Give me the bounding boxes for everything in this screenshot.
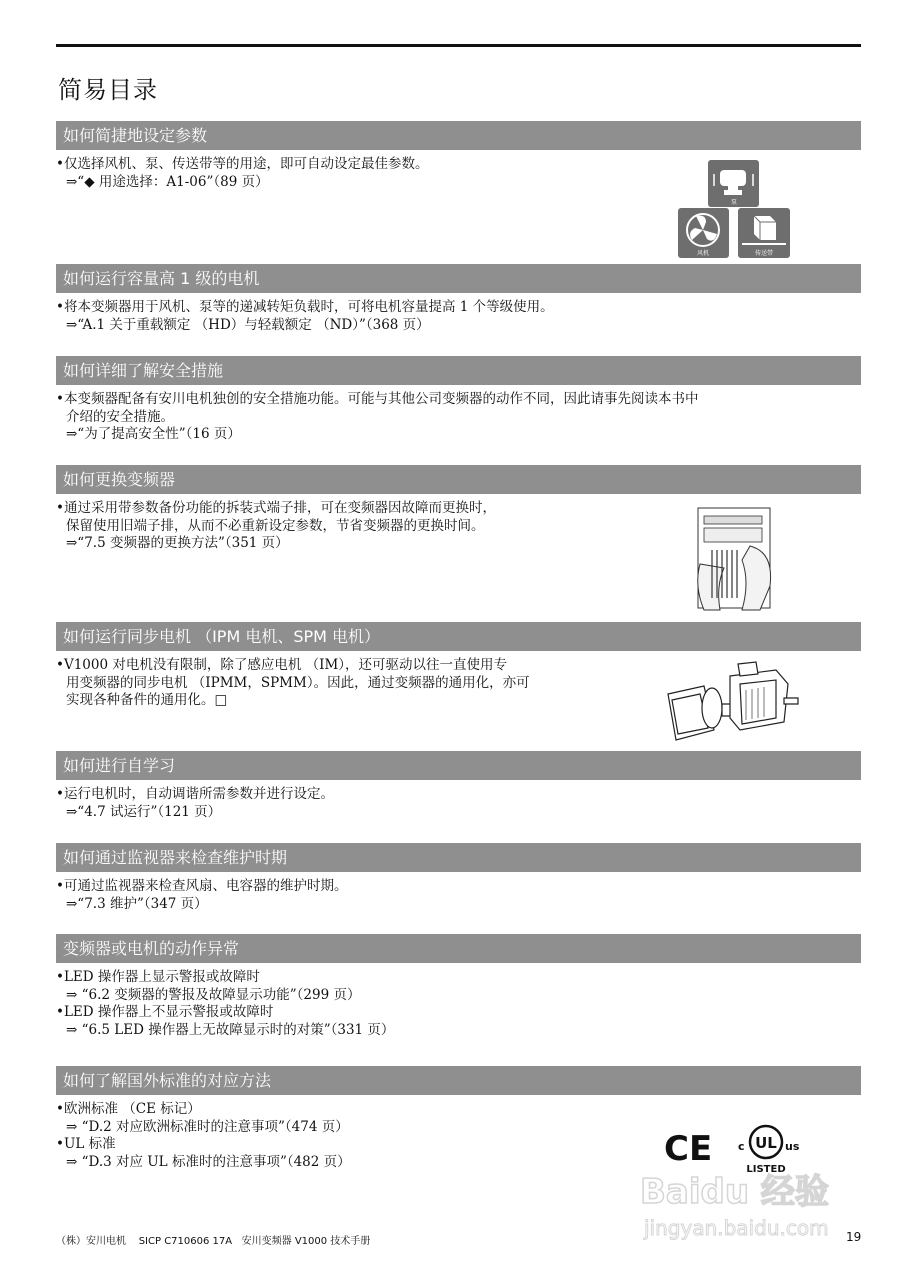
bullet-line-cont: 用变频器的同步电机 （IPMM，SPMM）。因此，通过变频器的通用化，亦可 bbox=[66, 674, 530, 691]
application-icons bbox=[678, 160, 790, 258]
section-header: 如何了解国外标准的对应方法 bbox=[56, 1066, 861, 1095]
section-header: 如何更换变频器 bbox=[56, 465, 861, 494]
reference-link[interactable]: ⇒“◆ 用途选择：A1-06”（89 页） bbox=[66, 173, 269, 190]
ul-listed-text: LISTED bbox=[746, 1164, 786, 1175]
bullet-line-cont: 实现各种备件的通用化。□ bbox=[66, 692, 228, 708]
bullet-line: •运行电机时，自动调谐所需参数并进行设定。 bbox=[56, 786, 334, 802]
watermark-brand: Baidu 经验 bbox=[640, 1172, 829, 1212]
watermark-url: jingyan.baidu.com bbox=[644, 1216, 829, 1240]
reference-link[interactable]: ⇒“4.7 试运行”（121 页） bbox=[66, 803, 222, 820]
ul-us-text: us bbox=[785, 1140, 800, 1153]
page-number: 19 bbox=[846, 1230, 862, 1244]
page-title: 简易目录 bbox=[58, 76, 158, 104]
motor-illustration bbox=[664, 660, 804, 750]
ce-mark-icon: CE bbox=[664, 1129, 713, 1169]
terminal-board-svg bbox=[690, 506, 780, 614]
bullet-line: •V1000 对电机没有限制，除了感应电机 （IM），还可驱动以往一直使用专 bbox=[56, 657, 508, 673]
section-body bbox=[56, 780, 861, 821]
application-icons-svg bbox=[678, 160, 790, 258]
bullet-line: •通过采用带参数备份功能的拆装式端子排，可在变频器因故障而更换时， bbox=[56, 500, 496, 516]
section-body bbox=[56, 963, 861, 1039]
terminal-board-illustration bbox=[690, 506, 780, 614]
baidu-watermark bbox=[640, 1165, 870, 1245]
section-body bbox=[56, 293, 861, 334]
bullet-line: •可通过监视器来检查风扇、电容器的维护时期。 bbox=[56, 878, 348, 894]
reference-link[interactable]: ⇒ “6.5 LED 操作器上无故障显示时的对策”（331 页） bbox=[66, 1021, 395, 1038]
section-header: 如何通过监视器来检查维护时期 bbox=[56, 843, 861, 872]
section-header: 如何运行容量高 1 级的电机 bbox=[56, 264, 861, 293]
section-abnormal-operation bbox=[56, 934, 861, 1039]
bullet-line: •UL 标准 bbox=[56, 1136, 116, 1152]
reference-link[interactable]: ⇒ “6.2 变频器的警报及故障显示功能”（299 页） bbox=[66, 986, 361, 1003]
bullet-line-cont: 介绍的安全措施。 bbox=[66, 408, 174, 425]
pump-label: 泵 bbox=[730, 199, 738, 206]
conveyor-label: 传送带 bbox=[754, 250, 774, 257]
reference-link[interactable]: ⇒“为了提高安全性”（16 页） bbox=[66, 426, 241, 442]
bullet-line: •仅选择风机、泵、传送带等的用途，即可自动设定最佳参数。 bbox=[56, 156, 429, 172]
bullet-line: •将本变频器用于风机、泵等的递减转矩负载时，可将电机容量提高 1 个等级使用。 bbox=[56, 299, 554, 315]
reference-link[interactable]: ⇒“7.5 变频器的更换方法”（351 页） bbox=[66, 535, 289, 551]
section-header: 如何运行同步电机 （IPM 电机、SPM 电机） bbox=[56, 622, 861, 651]
bullet-line: •LED 操作器上不显示警报或故障时 bbox=[56, 1004, 274, 1020]
section-auto-tuning bbox=[56, 751, 861, 821]
bullet-line-cont: 保留使用旧端子排，从而不必重新设定参数，节省变频器的更换时间。 bbox=[66, 517, 485, 534]
motor-svg bbox=[664, 660, 804, 750]
bullet-line: •欧洲标准 （CE 标记） bbox=[56, 1101, 201, 1117]
reference-link[interactable]: ⇒“7.3 维护”（347 页） bbox=[66, 895, 208, 912]
ul-c-text: c bbox=[738, 1140, 745, 1153]
reference-link[interactable]: ⇒“A.1 关于重载额定 （HD）与轻载额定 （ND）”（368 页） bbox=[66, 316, 430, 333]
section-body bbox=[56, 385, 861, 444]
section-header: 如何详细了解安全措施 bbox=[56, 356, 861, 385]
section-header: 如何简捷地设定参数 bbox=[56, 121, 861, 150]
bullet-line: •本变频器配备有安川电机独创的安全措施功能。可能与其他公司变频器的动作不同，因此请事先阅读本书中 bbox=[56, 391, 699, 407]
watermark-svg bbox=[640, 1165, 870, 1245]
section-header: 变频器或电机的动作异常 bbox=[56, 934, 861, 963]
section-body bbox=[56, 872, 861, 913]
footer-text: （株）安川电机 SICP C710606 17A 安川变频器 V1000 技术手册 bbox=[56, 1236, 371, 1247]
section-higher-capacity bbox=[56, 264, 861, 334]
bullet-line: •LED 操作器上显示警报或故障时 bbox=[56, 969, 260, 985]
ul-text: UL bbox=[755, 1134, 777, 1152]
fan-label: 风机 bbox=[696, 250, 710, 257]
section-safety bbox=[56, 356, 861, 444]
reference-link[interactable]: ⇒ “D.3 对应 UL 标准时的注意事项”（482 页） bbox=[66, 1153, 351, 1170]
section-maintenance bbox=[56, 843, 861, 913]
top-rule bbox=[56, 44, 861, 47]
reference-link[interactable]: ⇒ “D.2 对应欧洲标准时的注意事项”（474 页） bbox=[66, 1118, 349, 1135]
section-header: 如何进行自学习 bbox=[56, 751, 861, 780]
